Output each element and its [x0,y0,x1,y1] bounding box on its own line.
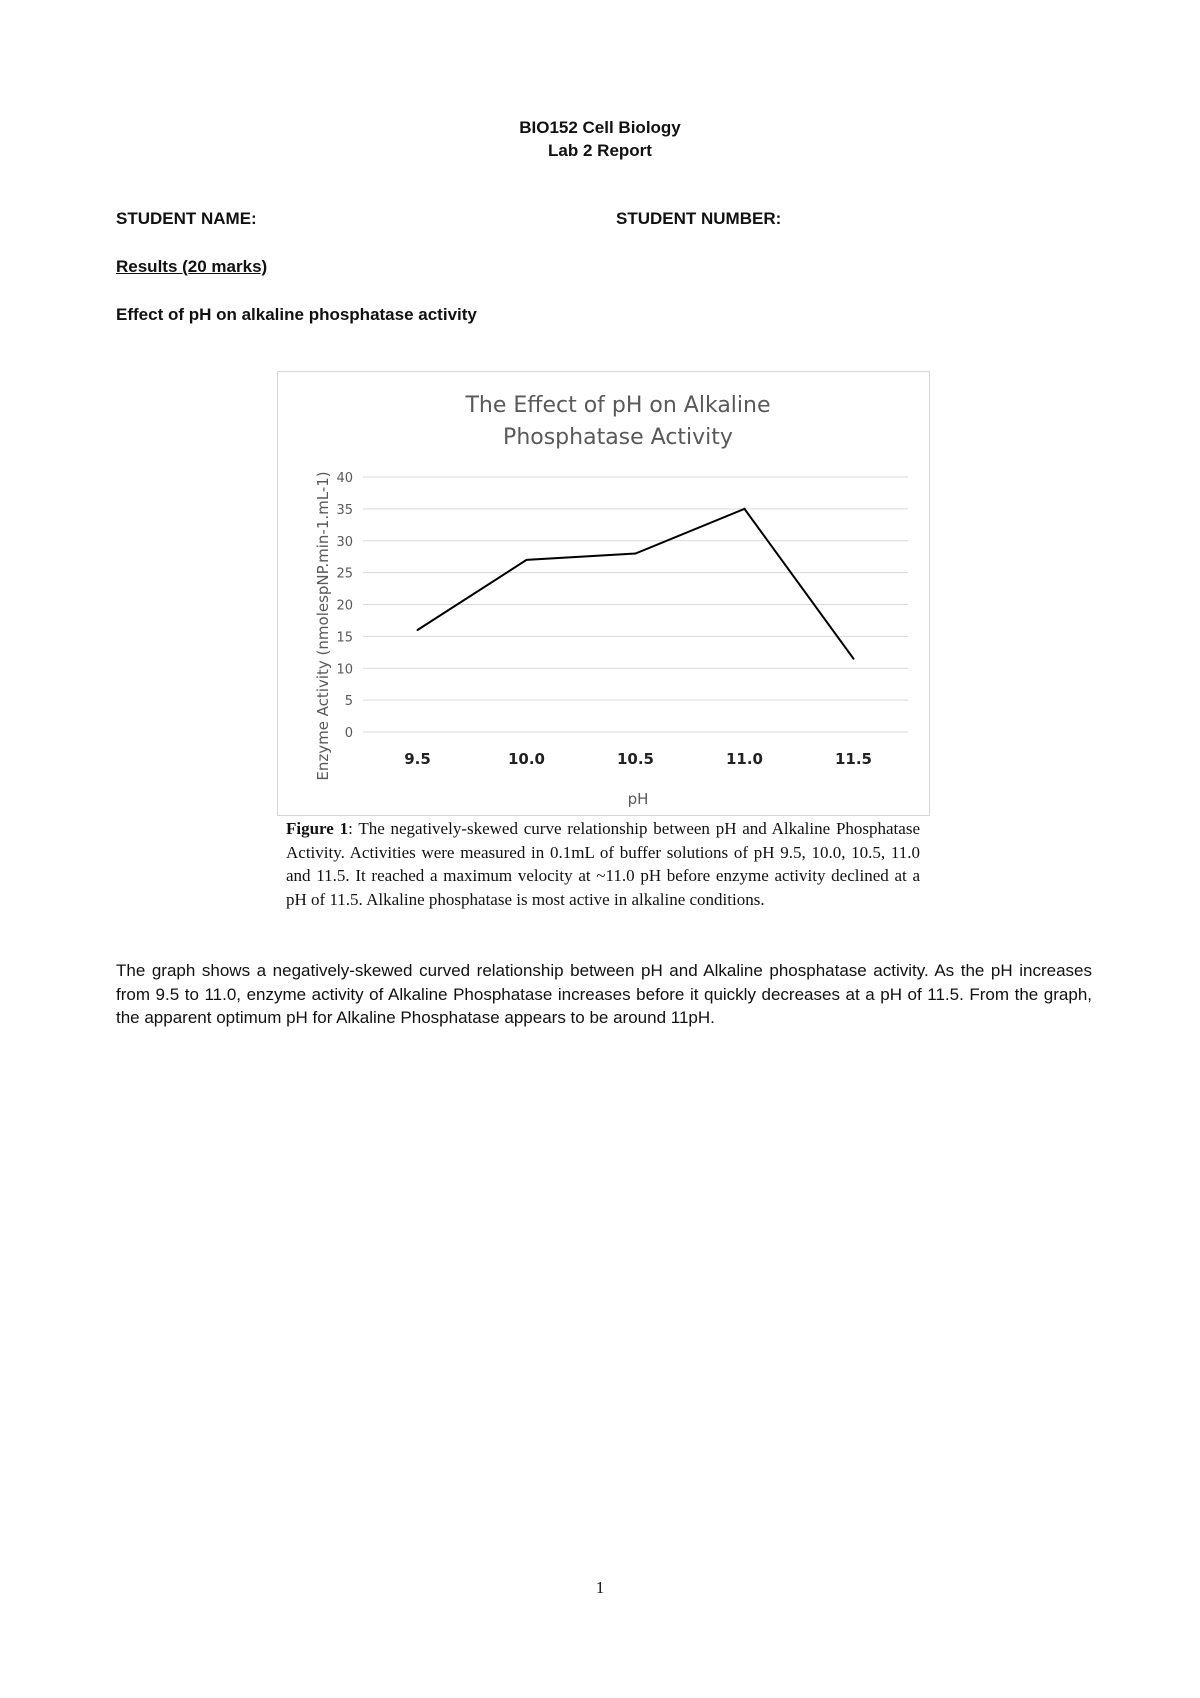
x-axis-label: pH [627,790,649,808]
y-axis-ticks [336,471,353,741]
y-tick-label: 0 [344,726,353,741]
x-tick-label: 11.0 [725,750,764,768]
x-tick-label: 11.5 [834,750,873,768]
x-tick-label: 9.5 [404,750,431,768]
student-name-label: STUDENT NAME: [116,209,257,228]
chart-title-line-2: Phosphatase Activity [503,425,733,450]
report-title: Lab 2 Report [548,141,652,160]
chart-title-line-1: The Effect of pH on Alkaline [465,393,771,418]
student-number-label: STUDENT NUMBER: [616,209,782,228]
y-tick-label: 10 [336,662,353,678]
y-tick-label: 20 [336,598,353,614]
y-tick-label: 40 [336,471,353,486]
figure-label: Figure 1 [286,819,349,838]
chart-frame [277,371,930,816]
data-point [417,629,419,631]
y-tick-label: 30 [336,534,353,550]
series-points [417,508,855,660]
results-paragraph: The graph shows a negatively-skewed curved relationship between pH and Alkaline phosphatase activity. As the pH increases from 9.5 to 11.0, enzyme activity of Alkaline Phosphatase increases before it quickly decreases at a pH of 11.5. From the graph, the apparent optimum pH for Alkaline Phosphatase appears to be around 11pH. [116,961,1092,1027]
course-title: BIO152 Cell Biology [519,118,681,137]
y-tick-label: 5 [344,694,353,710]
document-title [0,116,1200,162]
x-tick-label: 10.0 [507,750,546,768]
page-number: 1 [595,1578,605,1597]
figure-caption-text: : The negatively-skewed curve relationship between pH and Alkaline Phosphatase Activity. Activities were measured in 0.1mL of buffer solutions of pH 9.5, 10.0, 10.5, 11.0 and 11.5. It reached a maximum velocity at ~11.0 pH before enzyme activity declined at a pH of 11.5. Alkaline phosphatase is most active in alkaline conditions. [286,819,920,909]
data-point [853,658,855,660]
data-point [526,559,528,561]
data-point [744,508,746,510]
data-point [635,553,637,555]
y-axis-label: Enzyme Activity (nmolespNP.min-1.mL-1) [314,471,332,781]
x-tick-label: 10.5 [616,750,655,768]
results-heading: Results (20 marks) [116,257,268,276]
y-tick-label: 25 [336,566,353,582]
y-tick-label: 35 [336,502,353,518]
line-chart [278,372,931,817]
section-heading: Effect of pH on alkaline phosphatase activity [116,305,477,324]
x-axis-ticks [404,750,872,768]
y-tick-label: 15 [336,630,353,646]
gridlines [363,477,908,732]
figure-caption [286,817,920,911]
